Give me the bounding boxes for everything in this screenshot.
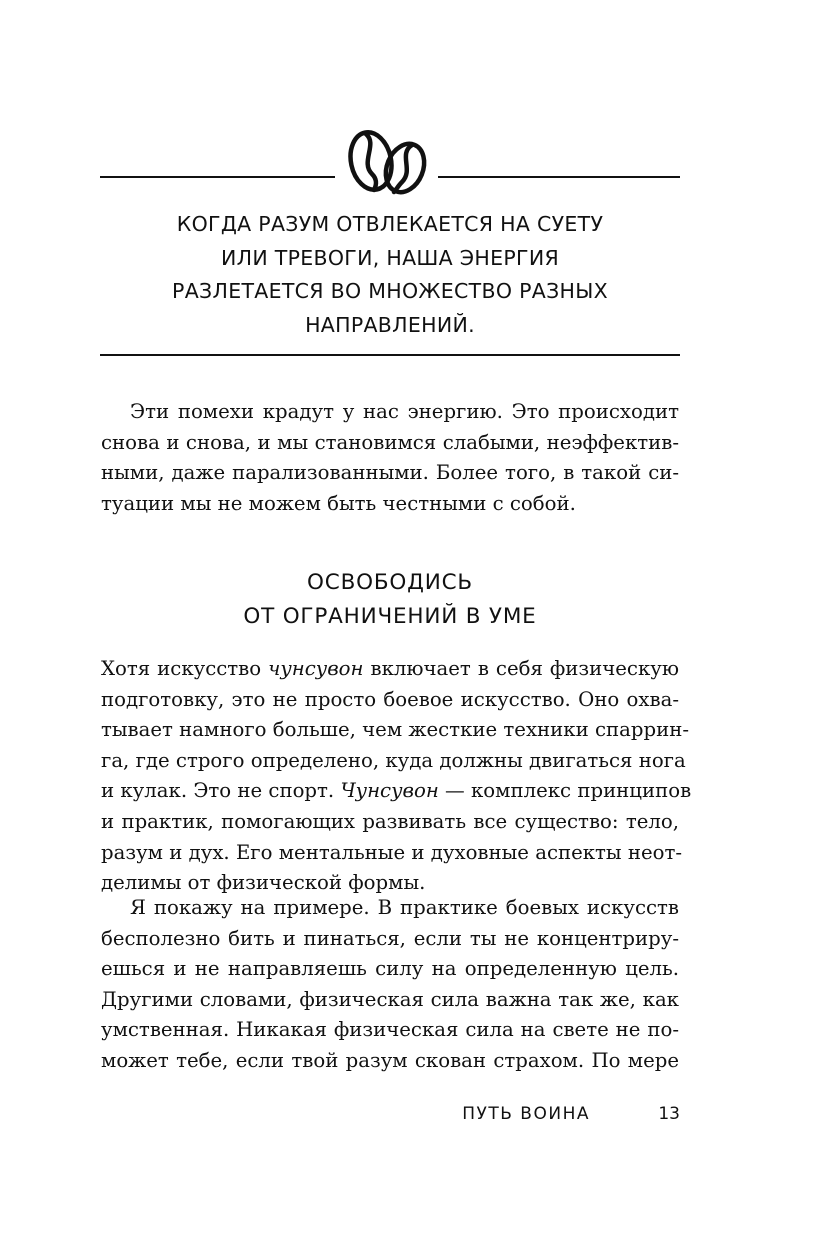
text-line: снова и снова, и мы становимся слабыми, неэффектив- [101, 430, 679, 454]
text-line: подготовку, это не просто боевое искусство. Оно охва- [101, 687, 679, 711]
paragraph-3 [101, 893, 679, 1077]
text-line: делимы от физической формы. [101, 871, 426, 895]
text-line: Другими словами, физическая сила важна так же, как [101, 987, 679, 1011]
pull-quote-line: КОГДА РАЗУМ ОТВЛЕКАЕТСЯ НА СУЕТУ [176, 212, 604, 236]
page-number: 13 [658, 1104, 680, 1124]
emphasis-chunsuvon: чунсувон [268, 657, 364, 680]
text-run: и кулак. Это не спорт. [101, 779, 341, 803]
pull-quote-line: РАЗЛЕТАЕТСЯ ВО МНОЖЕСТВО РАЗНЫХ [172, 279, 608, 303]
text-run: — комплекс принципов [438, 779, 692, 803]
top-rule-right [438, 176, 680, 178]
section-heading-line-1: ОСВОБОДИСЬ [307, 570, 473, 595]
text-line: разум и дух. Его ментальные и духовные аспекты неот- [101, 840, 683, 864]
text-line: ешься и не направляешь силу на определенную цель. [101, 957, 679, 981]
text-run: включает в себя физическую [363, 657, 679, 680]
text-line [101, 654, 679, 685]
text-line [101, 776, 692, 807]
text-line: бесполезно бить и пинаться, если ты не концентриру- [101, 926, 679, 950]
paragraph-2 [101, 654, 692, 899]
emphasis-chunsuvon: Чунсувон [340, 779, 439, 803]
text-line: и практик, помогающих развивать все существо: тело, [101, 809, 679, 833]
paragraph-1 [101, 397, 679, 519]
text-line: ными, даже парализованными. Более того, в такой си- [101, 461, 679, 485]
pull-quote-line: НАПРАВЛЕНИЙ. [305, 312, 475, 337]
top-rule-left [100, 176, 335, 178]
text-line: га, где строго определено, куда должны двигаться нога [101, 748, 686, 772]
running-head: ПУТЬ ВОИНА [462, 1104, 590, 1124]
text-run: Хотя искусство [101, 657, 269, 680]
text-line: может тебе, если твой разум скован страхом. По мере [101, 1048, 679, 1072]
pull-quote [100, 208, 680, 342]
section-heading [100, 566, 680, 634]
text-line: Я покажу на примере. В практике боевых искусств [130, 896, 679, 919]
text-line: тывает намного больше, чем жесткие техники спаррин- [101, 718, 689, 742]
section-heading-line-2: ОТ ОГРАНИЧЕНИЙ В УМЕ [243, 604, 537, 629]
coffee-beans-icon [342, 128, 432, 198]
bottom-rule [100, 354, 680, 356]
text-line: умственная. Никакая физическая сила на свете не по- [101, 1018, 679, 1042]
text-line: Эти помехи крадут у нас энергию. Это происходит [130, 400, 679, 423]
text-line: туации мы не можем быть честными с собой. [101, 491, 576, 515]
pull-quote-line: ИЛИ ТРЕВОГИ, НАША ЭНЕРГИЯ [220, 245, 560, 270]
